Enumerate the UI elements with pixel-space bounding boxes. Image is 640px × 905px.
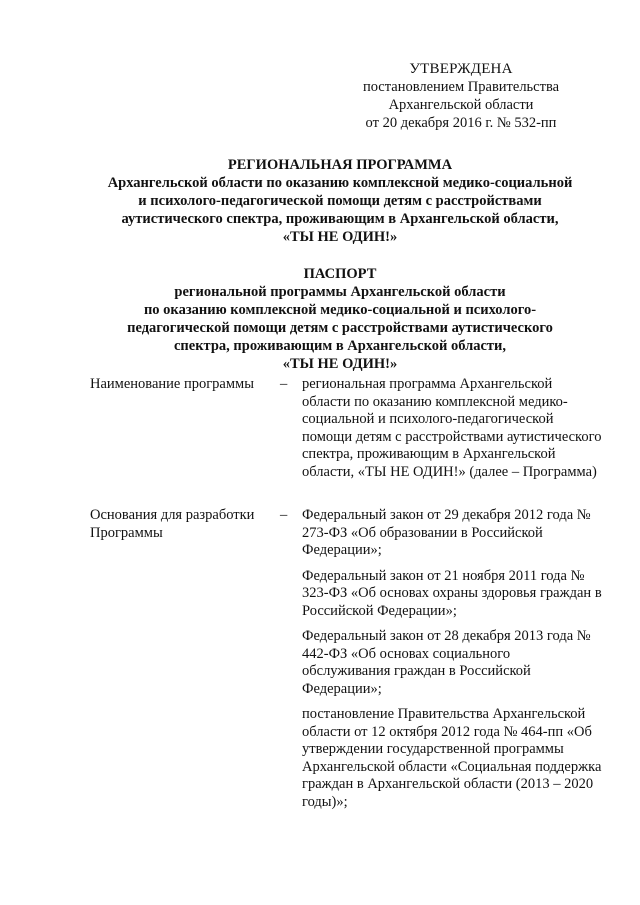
passport-title-line: спектра, проживающим в Архангельской области,	[173, 338, 507, 354]
passport-title	[80, 265, 600, 373]
row-value: региональная программа Архангельской области по оказанию комплексной медико-социальной и психолого-педагогической помощи детям с расстройствами аутистического спектра, проживающим в Архангельской области, «ТЫ НЕ ОДИН!» (далее – Программа)	[302, 376, 602, 480]
approval-heading: УТВЕРЖДЕНА	[409, 61, 513, 77]
passport-title-line: региональной программы Архангельской области	[174, 284, 506, 300]
grounds-item: постановление Правительства Архангельской области от 12 октября 2012 года № 464-пп «Об утверждении государственной программы Архангельской области «Социальная поддержка граждан в Архангельской области (2013 – 2020 годы)»;	[302, 706, 602, 810]
grounds-item: Федеральный закон от 29 декабря 2012 года № 273-ФЗ «Об образовании в Российской Федерации»;	[302, 507, 591, 558]
passport-title-line: «ТЫ НЕ ОДИН!»	[282, 356, 398, 372]
row-label: Основания для разработки Программы	[90, 507, 255, 541]
passport-title-line: ПАСПОРТ	[303, 266, 377, 282]
grounds-item: Федеральный закон от 28 декабря 2013 года № 442-ФЗ «Об основах социального обслуживания граждан в Российской Федерации»;	[302, 628, 591, 697]
approval-line: от 20 декабря 2016 г. № 532-пп	[365, 115, 557, 131]
program-title-line: и психолого-педагогической помощи детям с расстройствами	[138, 193, 542, 209]
passport-table	[90, 376, 610, 811]
program-title	[80, 156, 600, 246]
passport-row-grounds	[90, 507, 610, 811]
row-label: Наименование программы	[90, 376, 254, 392]
passport-row-name	[90, 376, 610, 481]
row-dash: –	[280, 507, 288, 523]
approval-line: Архангельской области	[388, 97, 534, 113]
program-title-line: РЕГИОНАЛЬНАЯ ПРОГРАММА	[227, 157, 453, 173]
row-value-list	[302, 507, 602, 811]
program-title-line: аутистического спектра, проживающим в Архангельской области,	[121, 211, 559, 227]
grounds-item: Федеральный закон от 21 ноября 2011 года № 323-ФЗ «Об основах охраны здоровья граждан в Российской Федерации»;	[302, 567, 602, 619]
passport-title-line: педагогической помощи детям с расстройствами аутистического	[127, 320, 553, 336]
approval-line: постановлением Правительства	[362, 79, 560, 95]
approval-stamp	[336, 60, 586, 132]
program-title-line: Архангельской области по оказанию комплексной медико-социальной	[107, 175, 573, 191]
row-dash: –	[280, 376, 288, 392]
passport-title-line: по оказанию комплексной медико-социальной и психолого-	[143, 302, 537, 318]
program-title-line: «ТЫ НЕ ОДИН!»	[282, 229, 398, 245]
